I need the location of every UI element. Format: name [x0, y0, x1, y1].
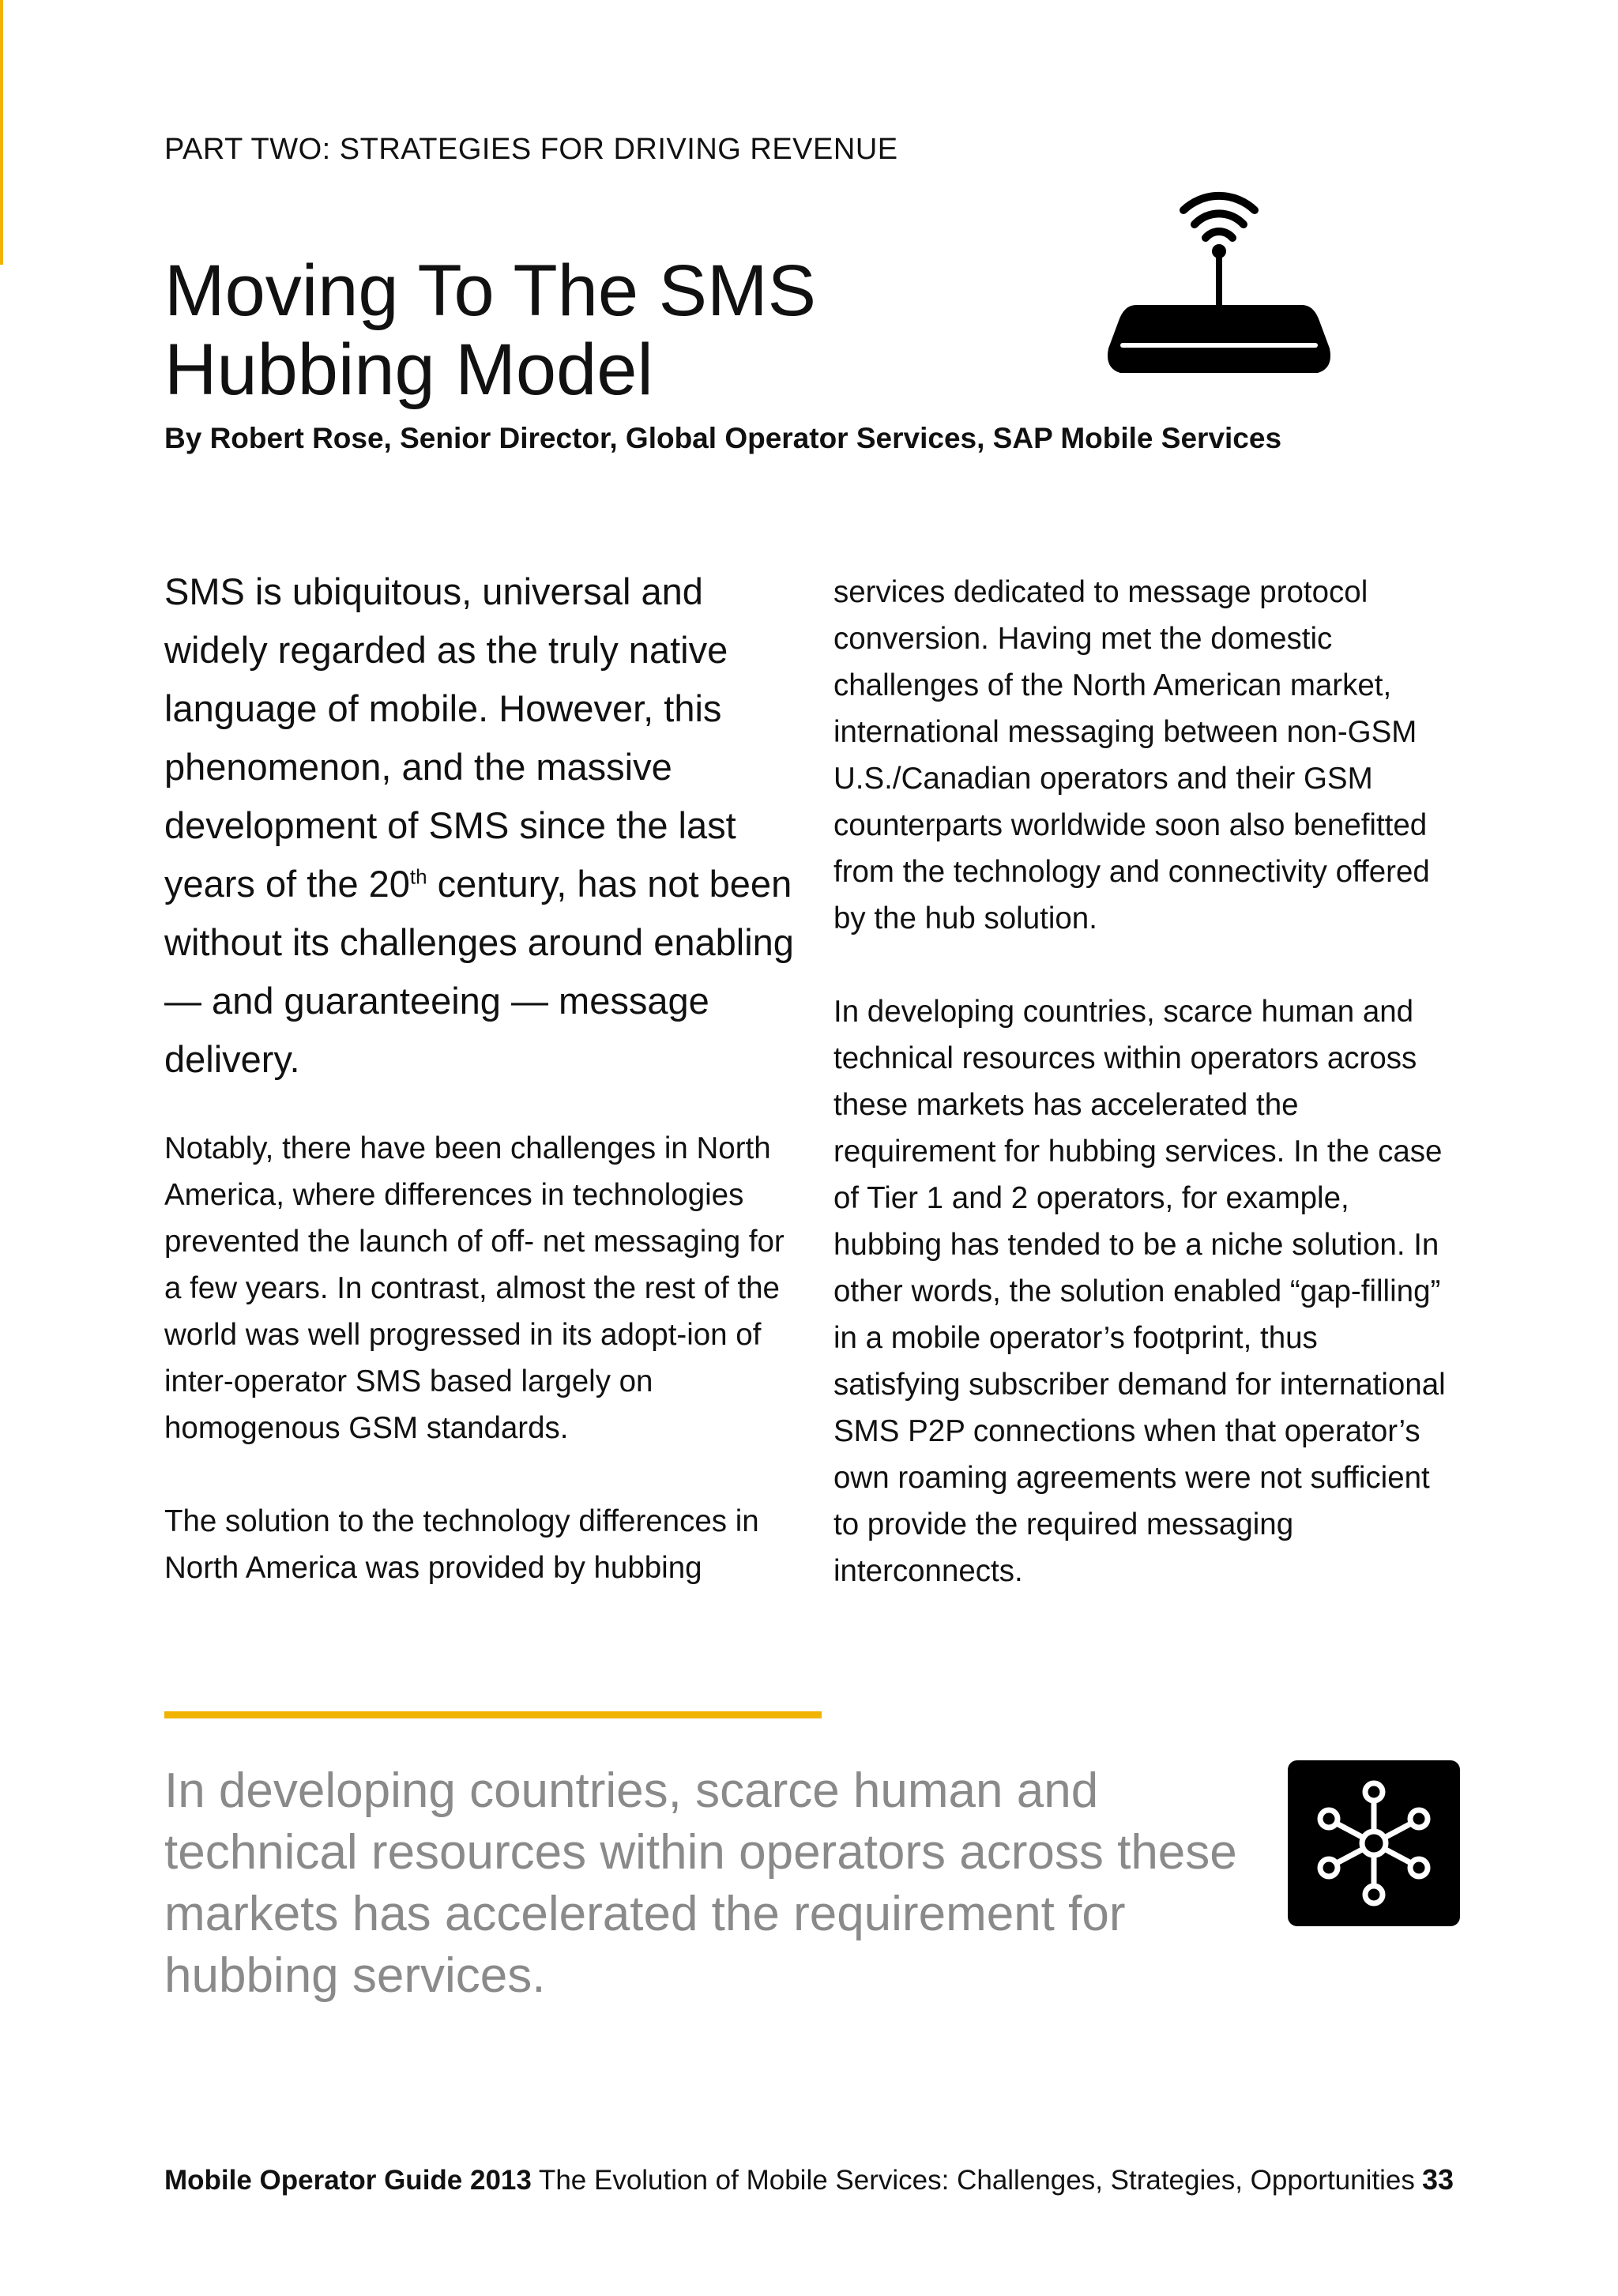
footer-guide-name: Mobile Operator Guide 2013	[164, 2165, 532, 2196]
title-line-1: Moving To The SMS	[164, 250, 816, 331]
left-paragraph-1: Notably, there have been challenges in North America, where differences in technologies prevented the launch of off- net messaging for a few years. In contrast, almost the rest of the world was well progressed in its adopt-ion of inter-operator SMS based largely on homogenous GSM standards.	[164, 1131, 785, 1445]
lead-text-part-2: century, has not been without its challenges around enabling — and guaranteeing — message delivery.	[164, 863, 794, 1080]
page-footer	[164, 2165, 1415, 2196]
lead-superscript: th	[409, 864, 427, 889]
page-title	[164, 251, 875, 409]
byline: By Robert Rose, Senior Director, Global Operator Services, SAP Mobile Services	[164, 422, 1282, 454]
title-line-2: Hubbing Model	[164, 329, 653, 410]
right-column	[833, 569, 1450, 1641]
wifi-router-icon	[1104, 186, 1334, 400]
lead-text-part-1: SMS is ubiquitous, universal and widely regarded as the truly native language of mobile. However, this phenomenon, and the massive development of SMS since the last years of the 20	[164, 570, 736, 905]
left-column	[164, 563, 796, 1638]
lead-paragraph	[164, 563, 796, 1089]
page-number: 33	[1422, 2163, 1454, 2196]
section-label: PART TWO: STRATEGIES FOR DRIVING REVENUE	[164, 133, 898, 166]
left-paragraph-2: The solution to the technology differences in North America was provided by hubbing	[164, 1504, 759, 1585]
quote-divider	[164, 1711, 822, 1718]
hub-network-icon	[1288, 1760, 1460, 1926]
footer-subtitle: The Evolution of Mobile Services: Challenges, Strategies, Opportunities	[531, 2165, 1415, 2196]
pull-quote: In developing countries, scarce human and technical resources within operators across these markets has accelerated the requirement for hubbing services.	[164, 1763, 1237, 2003]
right-paragraph-1: services dedicated to message protocol conversion. Having met the domestic challenges of the North American market, international messaging between non-GSM U.S./Canadian operators and their GSM counterparts worldwide soon also benefitted from the technology and connectivity offered by the hub solution.	[833, 575, 1430, 935]
right-paragraph-2: In developing countries, scarce human and technical resources within operators across these markets has accelerated the requirement for hubbing services. In the case of Tier 1 and 2 operators, for example, hubbing has tended to be a niche solution. In other words, the solution enabled “gap-filling” in a mobile operator’s footprint, thus satisfying subscriber demand for international SMS P2P connections when that operator’s own roaming agreements were not sufficient to provide the required messaging interconnects.	[833, 995, 1446, 1588]
accent-edge-bar	[0, 0, 3, 265]
